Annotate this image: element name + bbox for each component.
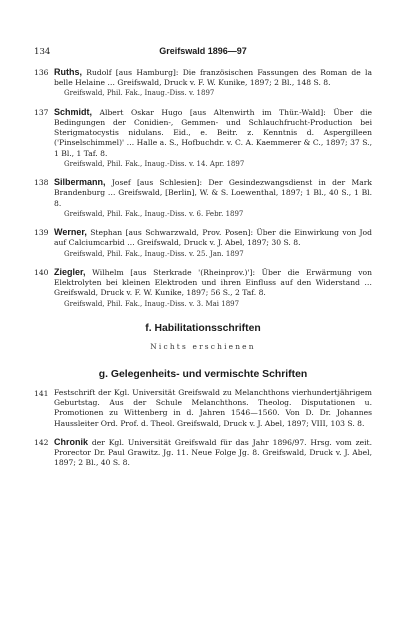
bibliography-entry [34, 67, 372, 99]
entry-text: Stephan [aus Schwarzwald, Prov. Posen]: Über die Einwirkung von Jod auf Calciumcarbid … Greifswald, Druck v. J. Abel, 1897; 30 S. 8. [54, 228, 372, 248]
entry-body [54, 227, 372, 259]
entry-author: Silbermann, [54, 177, 106, 188]
entry-meta: Greifswald, Phil. Fak., Inaug.-Diss. v. 14. Apr. 1897 [64, 159, 245, 168]
entry-text: Josef [aus Schlesien]: Der Gesindezwangsdienst in der Mark Brandenburg … Greifswald, [Berlin], W. & S. Loewenthal, 1897; 1 Bl., 40 S., 1 Bl. 8. [54, 178, 372, 208]
entry-text: Wilhelm [aus Sterkrade '(Rheinprov.)']: Über die Erwärmung von Elektrolyten bei kleinen Elektroden und ihren Einfluss auf den Widerstand … Greifswald, Druck v. F. W. Kunike, 1897; 56 S., 2 Taf. 8. [54, 268, 372, 298]
entry-author: Schmidt, [54, 106, 93, 117]
entry-author: Chronik [54, 436, 89, 447]
entry-author: Ziegler, [54, 267, 86, 278]
page-number: 134 [34, 47, 51, 57]
bibliography-entry [34, 227, 372, 259]
bibliography-entry [34, 107, 372, 169]
entry-author: Werner, [54, 227, 87, 238]
bibliography-entry [34, 437, 372, 469]
entry-list-miscellaneous [34, 388, 372, 468]
entry-meta: Greifswald, Phil. Fak., Inaug.-Diss. v. 6. Febr. 1897 [64, 209, 244, 218]
entry-text: Rudolf [aus Hamburg]: Die französischen Fassungen des Roman de la belle Helaine … Greifswald, Druck v. F. W. Kunike, 1897; 2 Bl., 148 S. 8. [54, 68, 372, 88]
entry-number: 142 [34, 437, 49, 447]
entry-number: 140 [34, 268, 49, 278]
entry-meta: Greifswald, Phil. Fak., Inaug.-Diss. v. 1897 [64, 89, 215, 98]
entry-number: 136 [34, 68, 49, 77]
entry-author: Ruths, [54, 67, 82, 77]
running-title: Greifswald 1896—97 [159, 46, 247, 56]
entry-meta: Greifswald, Phil. Fak., Inaug.-Diss. v. 3. Mai 1897 [64, 299, 240, 308]
entry-number: 138 [34, 178, 49, 188]
entry-body [54, 177, 372, 219]
entry-list-dissertations [34, 67, 372, 309]
entry-number: 137 [34, 107, 49, 117]
section-note-f: Nichts erschienen [150, 342, 256, 352]
bibliography-entry [34, 388, 372, 429]
entry-body [54, 388, 372, 429]
entry-number: 139 [34, 228, 49, 238]
entry-text: Festschrift der Kgl. Universität Greifswald zu Melanchthons vierhundertjährigem Geburtstag. Aus der Schule Melanchthons. Theolog. Disputationen u. Promotionen zu Wittenberg in d. Jahren 1546—1560. Von D. Dr. Johannes Haussleiter Ord. Prof. d. Theol. Greifswald, Druck v. J. Abel, 1897; VIII, 103 S. 8. [54, 388, 372, 428]
bibliography-entry [34, 177, 372, 219]
section-heading-f: f. Habilitationsschriften [145, 323, 261, 335]
running-header [34, 46, 372, 57]
entry-body [54, 67, 372, 99]
entry-text: der Kgl. Universität Greifswald für das Jahr 1896/97. Hrsg. vom zeit. Prorector Dr. Paul Grawitz. Jg. 11. Neue Folge Jg. 8. Greifswald, Druck v. J. Abel, 1897; 2 Bl., 40 S. 8. [54, 437, 372, 468]
bibliography-entry [34, 267, 372, 309]
section-heading-g: g. Gelegenheits- und vermischte Schriften [98, 369, 308, 381]
entry-body [54, 267, 372, 309]
entry-body [54, 107, 372, 169]
entry-body [54, 437, 372, 469]
entry-meta: Greifswald, Phil. Fak., Inaug.-Diss. v. 25. Jan. 1897 [64, 249, 244, 258]
entry-number: 141 [34, 389, 49, 399]
entry-text: Albert Oskar Hugo [aus Altenwirth im Thür.-Wald]: Über die Bedingungen der Conidien-, Gemmen- und Schlauchfrucht-Production bei Sterigmatocystis nidulans. Eid., e. Beitr. z. Kenntnis d. Aspergilleen ('Pinselschimmel)' … Halle a. S., Hofbuchdr. v. C. A. Kaemmerer & C., 1897; 37 S., 1 Bl., 1 Taf. 8. [54, 107, 372, 158]
